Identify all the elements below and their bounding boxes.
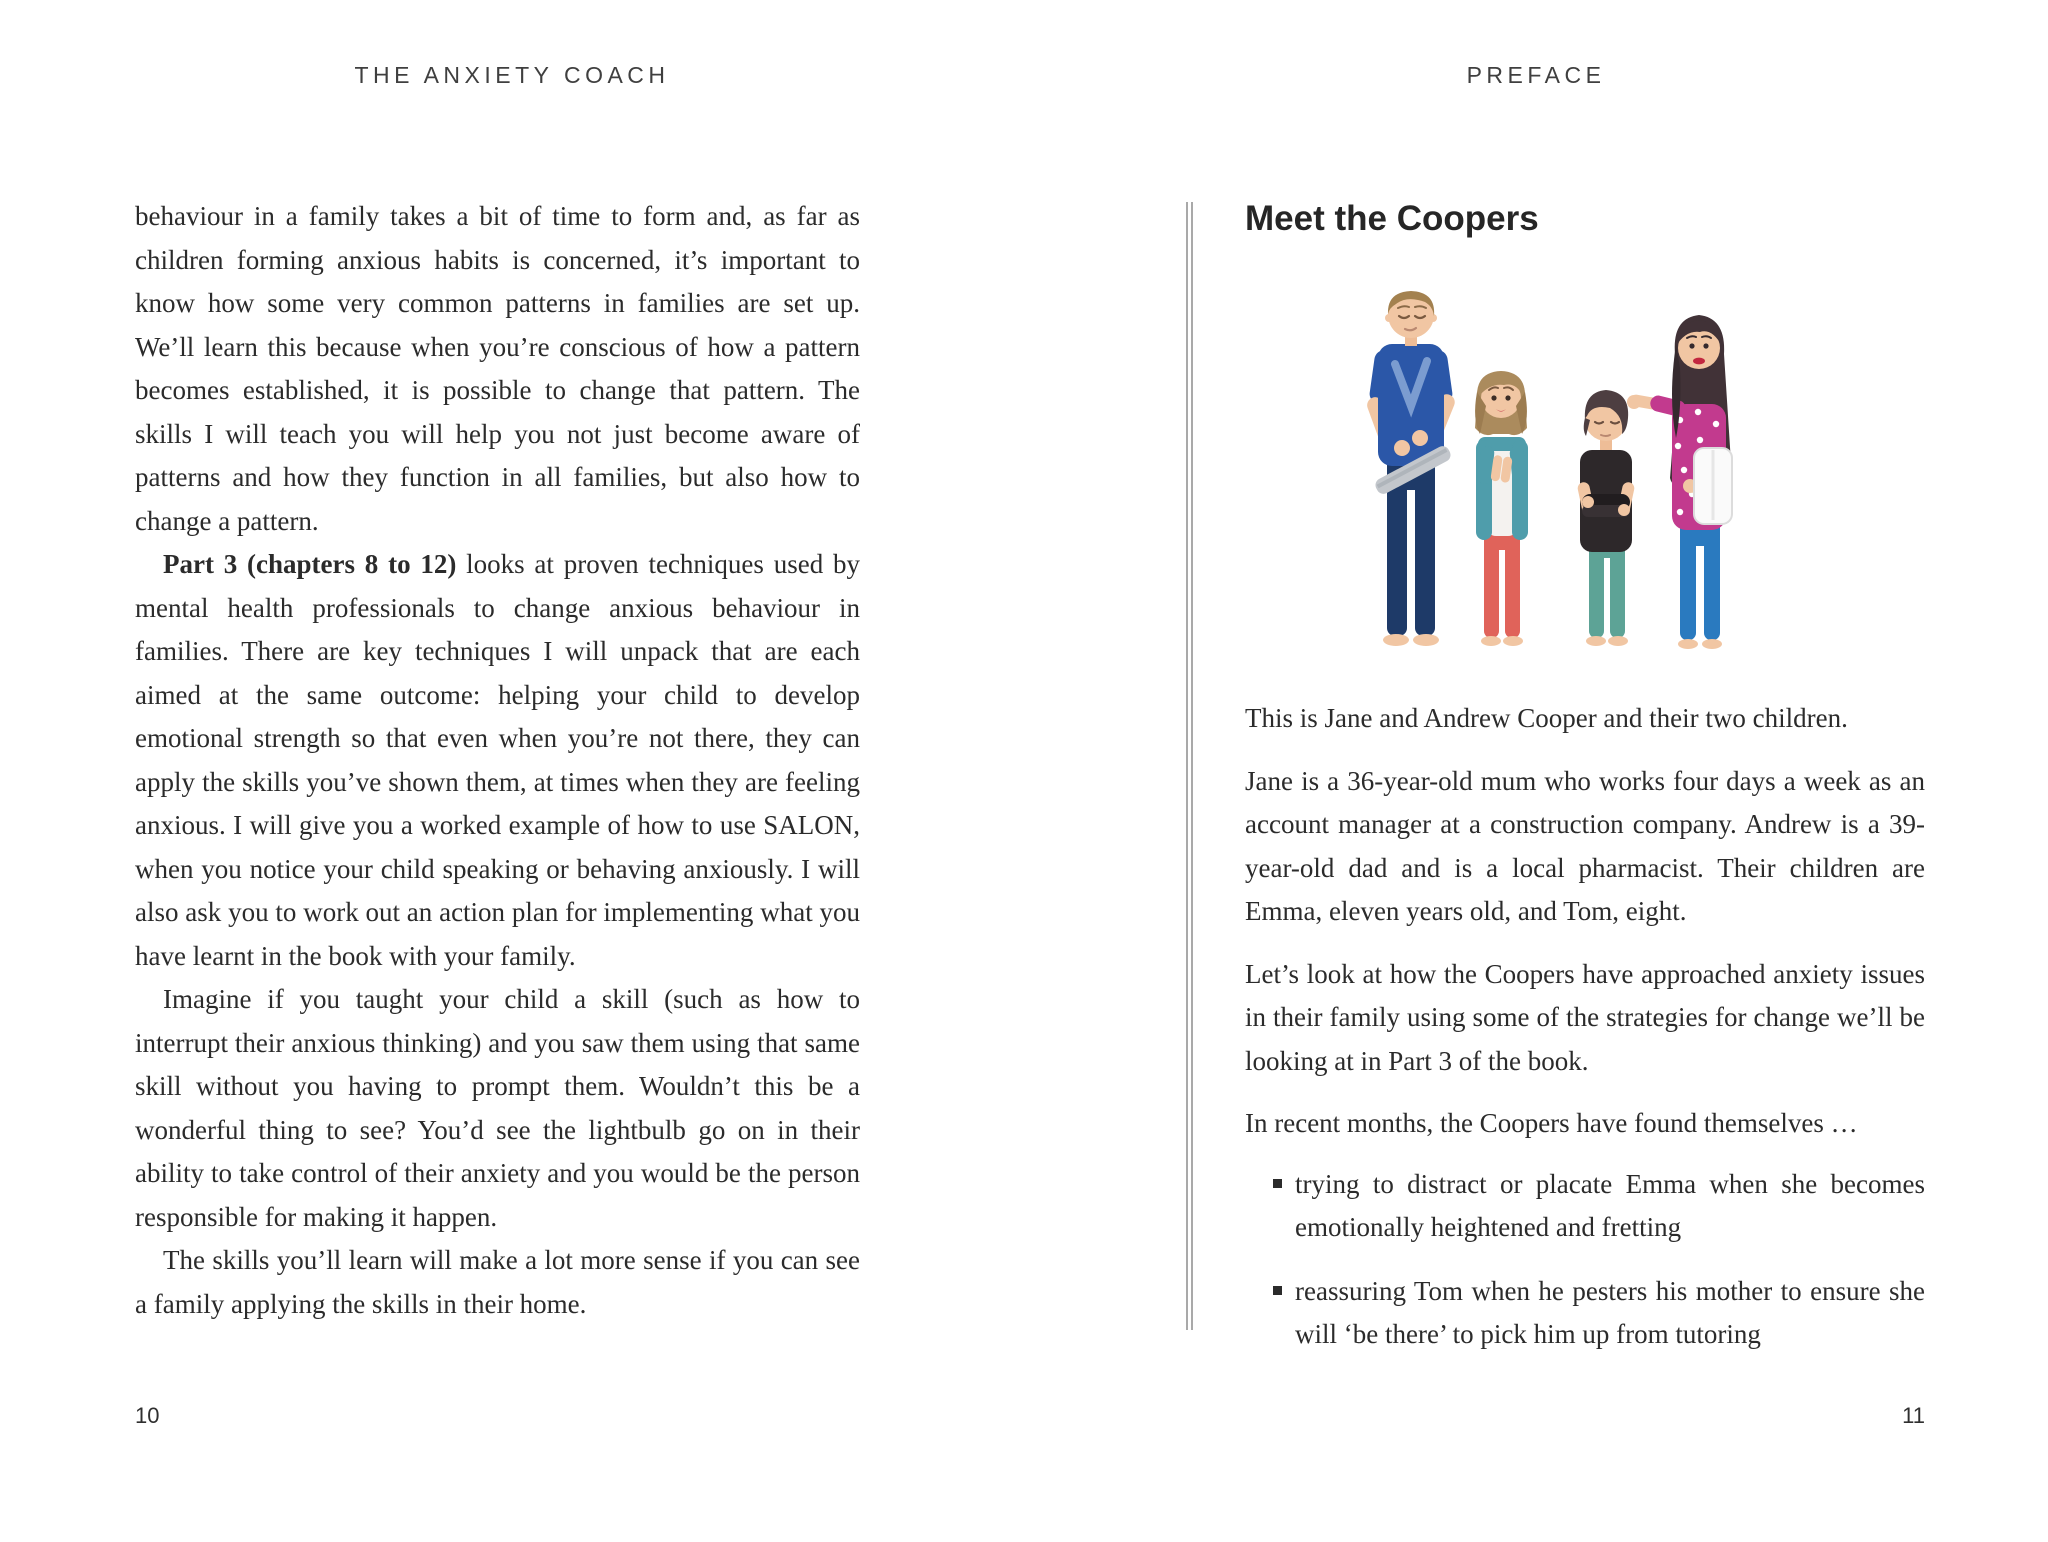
body-text-right: [1245, 200, 1925, 1377]
bold-lead: Part 3 (chapters 8 to 12): [163, 549, 457, 579]
bullet-text: reassuring Tom when he pesters his mother to ensure she will ‘be there’ to pick him up from tutoring: [1295, 1275, 1925, 1349]
running-header-left: THE ANXIETY COACH: [354, 62, 670, 88]
father-figure: [1365, 291, 1457, 646]
bullet-item: [1245, 1270, 1925, 1357]
bullet-square-icon: [1273, 1179, 1282, 1188]
section-heading: Meet the Coopers: [1245, 199, 1539, 238]
page-number-left: 10: [135, 1403, 160, 1428]
body-text-left: [135, 195, 860, 1326]
bullet-text: trying to distract or placate Emma when she becomes emotionally heightened and fretting: [1295, 1168, 1925, 1242]
paragraph: [135, 543, 860, 978]
bullet-item: [1245, 1163, 1925, 1250]
paragraph: This is Jane and Andrew Cooper and their two children.: [1245, 703, 1848, 733]
paragraph: Let’s look at how the Coopers have approached anxiety issues in their family using some of the strategies for change we’ll be looking at in Part 3 of the book.: [1245, 958, 1925, 1076]
mother-figure: [1627, 315, 1732, 649]
paragraph: Jane is a 36-year-old mum who works four days a week as an account manager at a construction company. Andrew is a 39-year-old dad and is a local pharmacist. Their children are Emma, eleven years old, and Tom, eight.: [1245, 765, 1925, 926]
family-illustration: [1358, 288, 1758, 673]
paragraph: Imagine if you taught your child a skill (such as how to interrupt their anxious thinking) and you saw them using that same skill without you having to prompt them. Wouldn’t this be a wonderful thing to see? You’d see the lightbulb go on in their ability to take control of their anxiety and you would be the person responsible for making it happen.: [135, 984, 860, 1232]
son-figure: [1577, 390, 1636, 646]
bullet-list: [1245, 1163, 1925, 1357]
paragraph: The skills you’ll learn will make a lot more sense if you can see a family applying the skills in their home.: [135, 1245, 860, 1319]
paragraph: In recent months, the Coopers have found themselves …: [1245, 1108, 1858, 1138]
bullet-square-icon: [1273, 1286, 1282, 1295]
daughter-figure: [1475, 371, 1528, 646]
towel: [1694, 448, 1732, 524]
page-number-right: 11: [1902, 1403, 1925, 1428]
running-header-right: PREFACE: [1466, 62, 1606, 88]
paragraph: behaviour in a family takes a bit of time to form and, as far as children forming anxious habits is concerned, it’s important to know how some very common patterns in families are set up. We’ll learn this because when you’re conscious of how a pattern becomes established, it is possible to change that pattern. The skills I will teach you will help you not just become aware of patterns and how they function in all families, but also how to change a pattern.: [135, 201, 860, 536]
paragraph-text: looks at proven techniques used by mental health professionals to change anxious behaviour in families. There are key techniques I will unpack that are each aimed at the same outcome: helping your child to develop emotional strength so that even when you’re not there, they can apply the skills you’ve shown them, at times when they are feeling anxious. I will give you a worked example of how to use SALON, when you notice your child speaking or behaving anxiously. I will also ask you to work out an action plan for implementing what you have learnt in the book with your family.: [135, 549, 860, 971]
section-divider: [1186, 202, 1193, 1330]
